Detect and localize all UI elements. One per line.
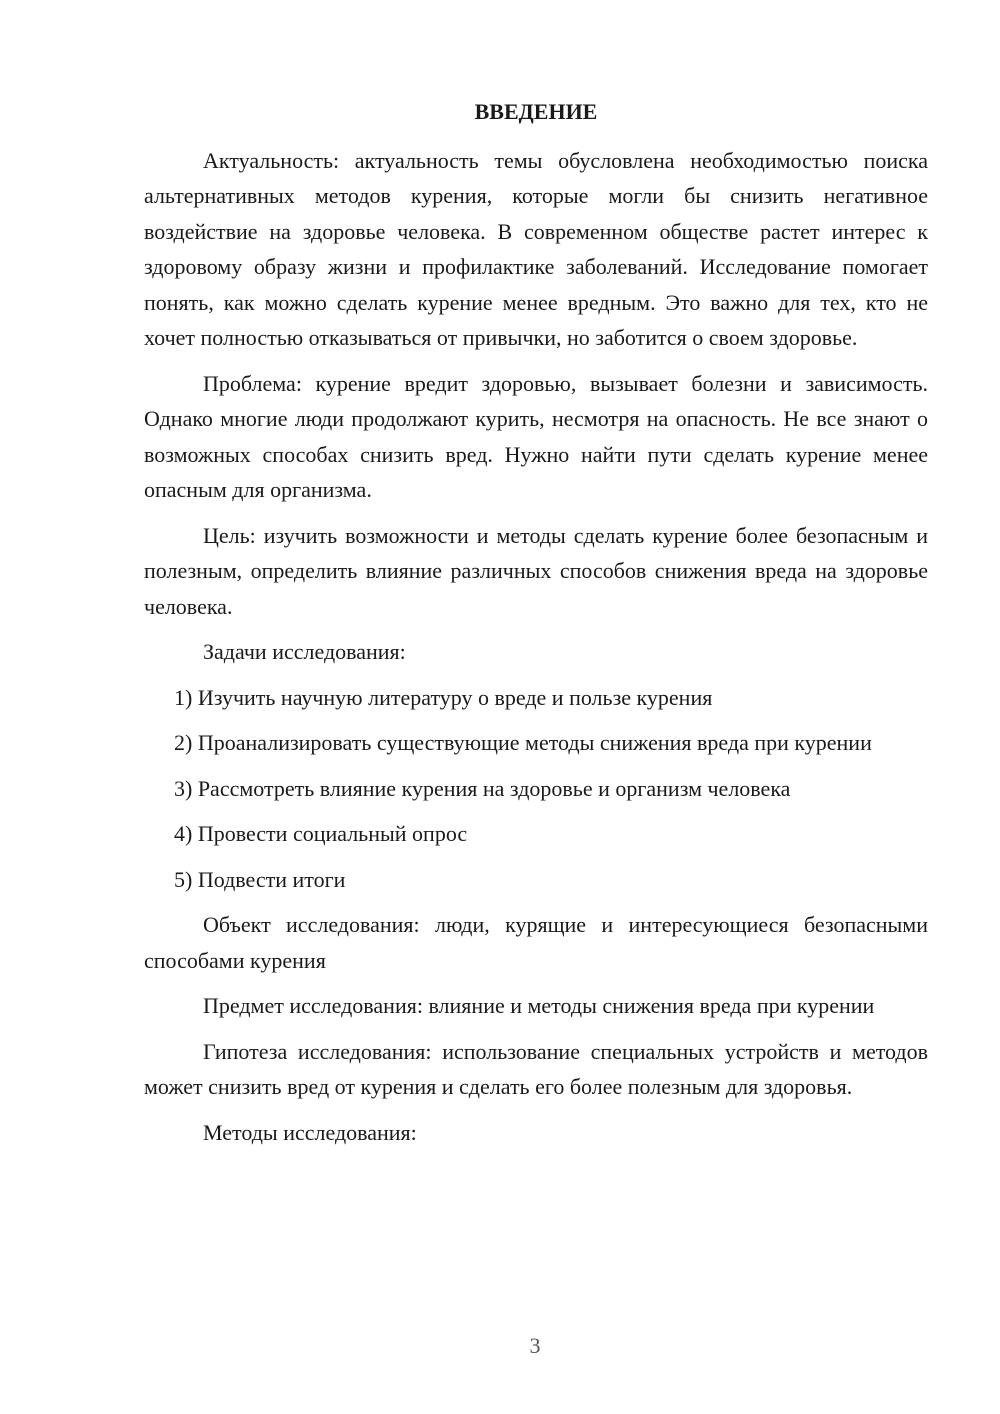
page-content xyxy=(144,94,928,1160)
methods-heading: Методы исследования: xyxy=(203,1119,417,1145)
task-item-5: 5) Подвести итоги xyxy=(174,866,346,892)
hypothesis-paragraph: Гипотеза исследования: использование специальных устройств и методов может снизить вред от курения и сделать его более полезным для здоровья. xyxy=(144,1038,928,1099)
task-item-2: 2) Проанализировать существующие методы снижения вреда при курении xyxy=(174,730,872,755)
task-item-1: 1) Изучить научную литературу о вреде и пользе курения xyxy=(174,684,713,710)
task-item-4: 4) Провести социальный опрос xyxy=(174,821,468,846)
relevance-paragraph: Актуальность: актуальность темы обусловлена необходимостью поиска альтернативных методов курения, которые могли бы снизить негативное воздействие на здоровье человека. В современном обществе растет интерес к здоровому образу жизни и профилактике заболеваний. Исследование помогает понять, как можно сделать курение менее вредным. Это важно для тех, кто не хочет полностью отказываться от привычки, но заботится о своем здоровье. xyxy=(144,147,928,350)
goal-paragraph: Цель: изучить возможности и методы сделать курение более безопасным и полезным, определить влияние различных способов снижения вреда на здоровье человека. xyxy=(144,522,928,619)
object-paragraph: Объект исследования: люди, курящие и интересующиеся безопасными способами курения xyxy=(144,912,928,973)
task-item-3: 3) Рассмотреть влияние курения на здоровье и организм человека xyxy=(174,775,791,801)
page-number: 3 xyxy=(529,1333,541,1358)
problem-paragraph: Проблема: курение вредит здоровью, вызывает болезни и зависимость. Однако многие люди продолжают курить, несмотря на опасность. Не все знают о возможных способах снизить вред. Нужно найти пути сделать курение менее опасным для организма. xyxy=(144,370,928,502)
tasks-heading: Задачи исследования: xyxy=(203,639,406,664)
section-heading: ВВЕДЕНИЕ xyxy=(474,99,598,124)
subject-paragraph: Предмет исследования: влияние и методы снижения вреда при курении xyxy=(203,993,875,1018)
